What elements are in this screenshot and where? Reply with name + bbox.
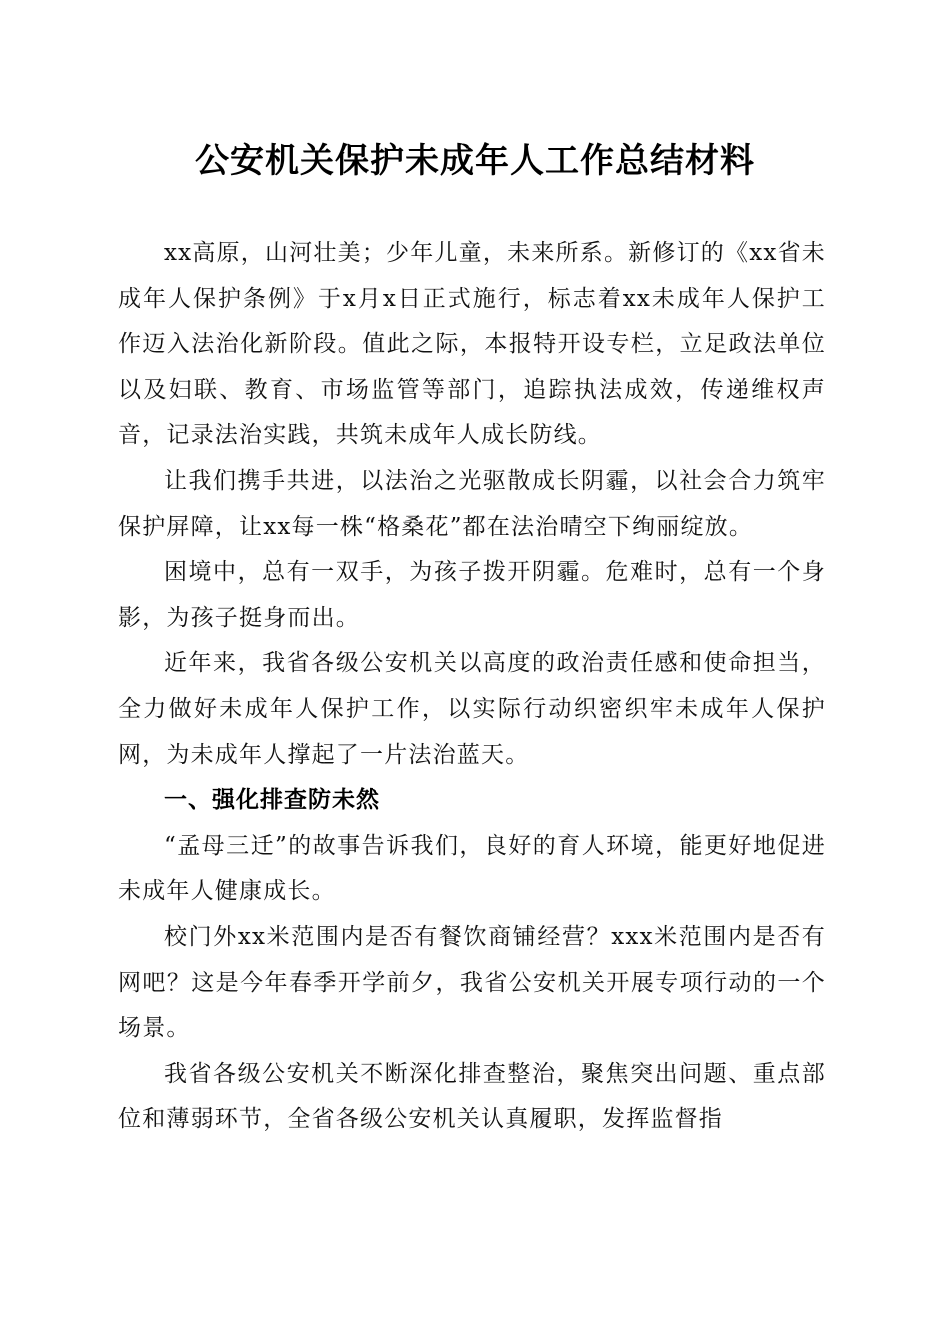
paragraph-mencius-mother: “孟母三迁”的故事告诉我们，良好的育人环境，能更好地促进未成年人健康成长。 xyxy=(118,832,826,905)
paragraph-hardship: 困境中，总有一双手，为孩子拨开阴霾。危难时，总有一个身影，为孩子挺身而出。 xyxy=(118,559,826,631)
paragraph-call-to-action: 让我们携手共进，以法治之光驱散成长阴霾，以社会合力筑牢保护屏障，让xx每一株“格桑花”都在法治晴空下绚丽绽放。 xyxy=(118,467,826,540)
paragraph-rectification: 我省各级公安机关不断深化排查整治，聚焦突出问题、重点部位和薄弱环节，全省各级公安机关认真履职，发挥监督指 xyxy=(118,1060,826,1133)
paragraph-recent-years: 近年来，我省各级公安机关以高度的政治责任感和使命担当，全力做好未成年人保护工作，以实际行动织密织牢未成年人保护网，为未成年人撑起了一片法治蓝天。 xyxy=(118,650,826,768)
section-heading-1: 一、强化排查防未然 xyxy=(164,787,380,814)
document-title: 公安机关保护未成年人工作总结材料 xyxy=(195,141,755,181)
document-body xyxy=(118,231,826,1143)
paragraph-school-gate: 校门外xx米范围内是否有餐饮商铺经营？xxx米范围内是否有网吧？这是今年春季开学前夕，我省公安机关开展专项行动的一个场景。 xyxy=(118,923,826,1042)
paragraph-intro: xx高原，山河壮美；少年儿童，未来所系。新修订的《xx省未成年人保护条例》于x月x日正式施行，标志着xx未成年人保护工作迈入法治化新阶段。值此之际，本报特开设专栏，立足政法单位以及妇联、教育、市场监管等部门，追踪执法成效，传递维权声音，记录法治实践，共筑未成年人成长防线。 xyxy=(118,240,826,449)
